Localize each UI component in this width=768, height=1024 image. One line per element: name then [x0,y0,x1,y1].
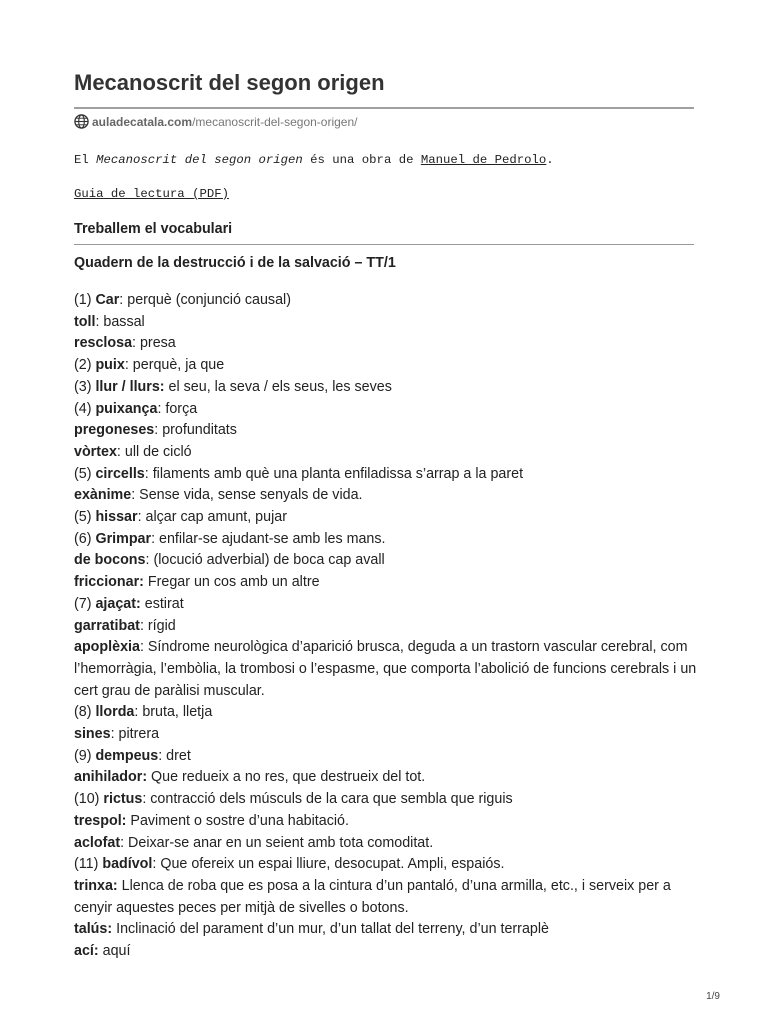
vocabulary-entry [74,464,700,486]
entry-term: llorda [95,704,135,721]
entry-number: (5) [74,465,96,482]
vocabulary-entry [74,529,700,551]
entry-definition: : Sense vida, sense senyals de vida. [131,487,363,504]
intro-middle: és una obra de [302,153,421,167]
entry-number: (3) [74,378,96,395]
intro-paragraph [74,153,554,167]
entry-definition: : presa [132,335,176,352]
entry-term: toll [74,313,96,330]
vocabulary-entry [74,724,700,746]
entry-definition: : pitrera [110,726,160,743]
vocabulary-entry [74,572,700,594]
vocabulary-entry [74,811,700,833]
vocabulary-entry [74,333,700,355]
entry-definition: Paviment o sostre d’una habitació. [126,812,349,829]
entry-term: aclofat [74,834,121,851]
entry-term: vòrtex [74,443,117,460]
page-title: Mecanoscrit del segon origen [74,70,385,95]
entry-definition: : enfilar-se ajudant-se amb les mans. [151,530,386,547]
vocabulary-entry [74,941,700,963]
author-link[interactable]: Manuel de Pedrolo [420,153,547,167]
vocabulary-entry [74,312,700,334]
vocabulary-entry [74,399,700,421]
vocabulary-entry [74,833,700,855]
vocabulary-list [74,290,700,963]
entry-term: pregoneses [74,422,155,439]
entry-number: (2) [74,357,96,374]
url-path: /mecanoscrit-del-segon-origen/ [192,114,358,129]
entry-definition: estirat [140,595,184,612]
entry-definition: el seu, la seva / els seus, les seves [164,378,392,395]
entry-term: ací: [74,943,99,960]
vocabulary-entry [74,442,700,464]
page-number: 1/9 [706,991,720,1002]
entry-definition: : dret [158,747,191,764]
entry-term: Grimpar [95,530,152,547]
entry-term: friccionar: [74,574,144,591]
entry-term: trinxa: [74,877,118,894]
subsection-title: Quadern de la destrucció i de la salvació – TT/1 [74,255,396,271]
entry-number: (4) [74,400,96,417]
intro-suffix: . [546,153,554,167]
entry-definition: : força [157,400,198,417]
entry-number: (11) [74,856,103,873]
entry-definition: : profunditats [154,422,237,439]
globe-icon [74,114,89,129]
vocabulary-entry [74,290,700,312]
work-title: Mecanoscrit del segon origen [96,153,303,167]
entry-definition: : perquè, ja que [124,357,225,374]
entry-definition: : bruta, lletja [134,704,213,721]
entry-number: (5) [74,509,96,526]
entry-definition: : filaments amb què una planta enfiladissa s’arrap a la paret [144,465,524,482]
entry-number: (6) [74,530,96,547]
entry-definition: : Síndrome neurològica d’aparició brusca, deguda a un trastorn vascular cerebral, com l’hemorràgia, l’embòlia, la trombosi o l’espasme, que comporta l’abolició de funcions cerebrals i un cert grau de paràlisi muscular. [74,639,697,699]
entry-number: (10) [74,791,104,808]
entry-term: rictus [103,791,143,808]
vocabulary-entry [74,702,700,724]
entry-definition: : perquè (conjunció causal) [119,292,291,308]
entry-number: (8) [74,704,96,721]
entry-term: badívol [102,856,153,873]
entry-term: exànime [74,487,132,504]
vocabulary-entry [74,550,700,572]
entry-number: (1) [74,292,96,308]
entry-number: (7) [74,595,96,612]
vocabulary-entry [74,746,700,768]
section-title: Treballem el vocabulari [74,221,233,237]
entry-term: sines [74,726,111,743]
vocabulary-entry [74,854,700,876]
entry-term: trespol: [74,812,127,829]
entry-definition: : bassal [95,313,145,330]
vocabulary-entry [74,919,700,941]
entry-term: resclosa [74,335,133,352]
guide-paragraph [74,187,229,201]
vocabulary-entry [74,637,700,702]
entry-definition: : Deixar-se anar en un seient amb tota comoditat. [120,834,434,851]
vocabulary-entry [74,507,700,529]
entry-term: circells [95,465,145,482]
entry-definition: : Que ofereix un espai lliure, desocupat. Ampli, espaiós. [152,856,505,873]
entry-definition: : (locució adverbial) de boca cap avall [145,552,385,569]
entry-term: apoplèxia [74,639,140,656]
entry-definition: Inclinació del parament d’un mur, d’un tallat del terreny, d’un terraplè [112,921,549,938]
entry-term: garratibat [74,617,140,634]
vocabulary-entry [74,594,700,616]
entry-definition: Fregar un cos amb un altre [143,574,320,591]
source-url[interactable] [74,114,357,129]
entry-term: Car [95,292,120,308]
entry-definition: : ull de cicló [116,443,192,460]
vocabulary-entry [74,767,700,789]
entry-definition: Llenca de roba que es posa a la cintura d’un pantaló, d’una armilla, etc., i serveix per a cenyir aquestes peces per mitjà de sivelles o botons. [74,877,671,916]
entry-term: llur / llurs: [95,378,165,395]
vocabulary-entry [74,377,700,399]
entry-term: puix [95,357,125,374]
entry-definition: : rígid [139,617,176,634]
url-domain: auladecatala.com [92,114,193,129]
vocabulary-entry [74,876,700,919]
entry-term: anihilador: [74,769,148,786]
entry-number: (9) [74,747,96,764]
entry-term: puixança [95,400,158,417]
entry-term: dempeus [95,747,159,764]
entry-definition: Que redueix a no res, que destrueix del tot. [147,769,426,786]
entry-definition: aquí [98,943,131,960]
vocabulary-entry [74,420,700,442]
vocabulary-entry [74,616,700,638]
title-divider [74,107,694,109]
vocabulary-entry [74,355,700,377]
section-divider [74,244,694,245]
entry-definition: : contracció dels músculs de la cara que sembla que riguis [142,791,513,808]
entry-term: de bocons [74,552,146,569]
vocabulary-entry [74,789,700,811]
reading-guide-link[interactable]: Guia de lectura (PDF) [74,187,229,201]
vocabulary-entry [74,485,700,507]
entry-term: ajaçat: [95,595,141,612]
entry-term: hissar [95,509,138,526]
intro-prefix: El [74,153,97,167]
entry-definition: : alçar cap amunt, pujar [137,509,287,526]
entry-term: talús: [74,921,113,938]
